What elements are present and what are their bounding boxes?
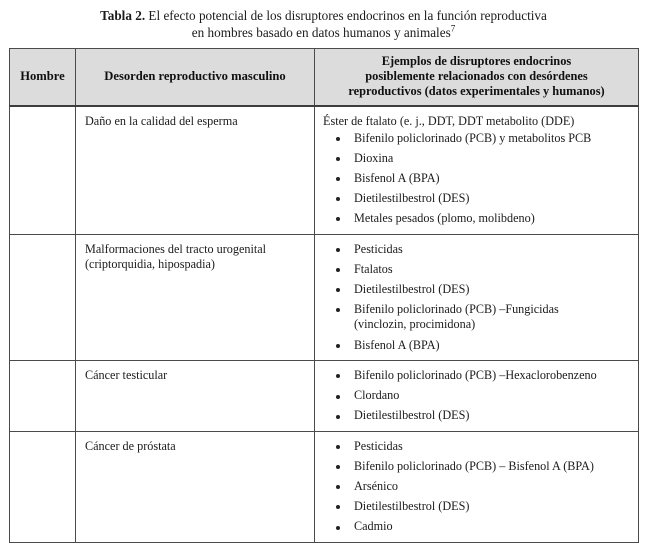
- column-header-disorder: Desorden reproductivo masculino: [76, 49, 315, 107]
- table-row: [10, 234, 639, 361]
- bullet-icon: [336, 395, 340, 399]
- list-item-text: Dioxina: [354, 150, 394, 165]
- bullet-icon: [336, 217, 340, 221]
- list-item: [323, 388, 631, 404]
- list-item-text: Arsénico: [354, 479, 398, 494]
- cell-examples: [315, 234, 639, 361]
- list-item: [323, 439, 631, 455]
- examples-lead-text: Éster de ftalato (e. j., DDT, DDT metabolito (DDE): [323, 114, 575, 128]
- list-item-text: Ftalatos: [354, 261, 393, 276]
- bullet-icon: [336, 248, 340, 252]
- list-item-text: Dietilestilbestrol (DES): [354, 190, 470, 205]
- bullet-icon: [336, 526, 340, 530]
- list-item-text: Dietilestilbestrol (DES): [354, 281, 470, 296]
- list-item: [323, 191, 631, 207]
- table-header: [10, 49, 639, 107]
- column-header-examples: [315, 49, 639, 107]
- bullet-icon: [336, 177, 340, 181]
- list-item: [323, 338, 631, 354]
- cell-disorder: [76, 234, 315, 361]
- cell-disorder: [76, 431, 315, 542]
- bullet-icon: [336, 157, 340, 161]
- list-item: [323, 459, 631, 475]
- list-item: [323, 262, 631, 278]
- examples-list: [323, 439, 631, 535]
- caption-line-2: [30, 25, 617, 42]
- cell-disorder: [76, 361, 315, 432]
- table-row: [10, 361, 639, 432]
- caption-line-1-text: El efecto potencial de los disruptores endocrinos en la función reproductiva: [145, 8, 547, 23]
- list-item: [323, 479, 631, 495]
- table-body: [10, 106, 639, 542]
- list-item-text: Bifenilo policlorinado (PCB) –Hexaclorobenzeno: [354, 368, 597, 383]
- table-caption: [0, 0, 647, 41]
- column-header-hombre: Hombre: [10, 49, 76, 107]
- list-item-text: Cadmio: [354, 519, 393, 534]
- table-number-label: Tabla 2.: [100, 8, 146, 23]
- bullet-icon: [336, 374, 340, 378]
- examples-list: [323, 131, 631, 227]
- list-item-text: Bisfenol A (BPA): [354, 170, 440, 185]
- cell-examples: [315, 361, 639, 432]
- column-header-examples-line2: posiblemente relacionados con desórdenes: [365, 69, 588, 83]
- list-item: [323, 131, 631, 147]
- list-item-text: Metales pesados (plomo, molibdeno): [354, 210, 535, 225]
- list-item: [323, 499, 631, 515]
- list-item: [323, 519, 631, 535]
- list-item: [323, 151, 631, 167]
- list-item-subtext: (vinclozin, procimidona): [354, 317, 476, 332]
- disorder-line-1: Malformaciones del tracto urogenital: [85, 241, 267, 256]
- list-item-text: Bifenilo policlorinado (PCB) – Bisfenol A (BPA): [354, 459, 594, 473]
- cell-hombre: [10, 361, 76, 432]
- reference-marker: 7: [450, 23, 456, 34]
- cell-examples: [315, 431, 639, 542]
- list-item-text: Clordano: [354, 388, 400, 403]
- bullet-icon: [336, 268, 340, 272]
- cell-hombre: [10, 431, 76, 542]
- list-item-text: Pesticidas: [354, 241, 403, 256]
- bullet-icon: [336, 415, 340, 419]
- disorder-line-1: Daño en la calidad del esperma: [85, 114, 238, 128]
- list-item: [323, 408, 631, 424]
- disorder-line-2: (criptorquidia, hipospadia): [85, 257, 215, 272]
- disorder-text: [85, 114, 307, 130]
- cell-hombre: [10, 106, 76, 234]
- list-item: [323, 242, 631, 258]
- table-row: [10, 431, 639, 542]
- bullet-icon: [336, 445, 340, 449]
- column-header-examples-line3: reproductivos (datos experimentales y humanos): [348, 84, 605, 98]
- cell-examples: [315, 106, 639, 234]
- endocrine-disruptors-table: [9, 48, 639, 543]
- table-header-row: [10, 49, 639, 107]
- list-item-text: Pesticidas: [354, 438, 403, 453]
- list-item-text: Bisfenol A (BPA): [354, 337, 440, 352]
- examples-list: [323, 242, 631, 354]
- disorder-text: [85, 439, 307, 455]
- disorder-line-1: Cáncer de próstata: [85, 438, 176, 453]
- examples-list: [323, 368, 631, 424]
- table-container: [9, 48, 638, 543]
- list-item: [323, 282, 631, 298]
- list-item: [323, 211, 631, 227]
- bullet-icon: [336, 344, 340, 348]
- bullet-icon: [336, 137, 340, 141]
- list-item: [323, 368, 631, 384]
- bullet-icon: [336, 197, 340, 201]
- list-item-text: Dietilestilbestrol (DES): [354, 499, 470, 514]
- caption-line-1: [30, 8, 617, 25]
- list-item: [323, 302, 631, 333]
- disorder-text: [85, 368, 307, 384]
- cell-disorder: [76, 106, 315, 234]
- column-header-examples-line1: Ejemplos de disruptores endocrinos: [381, 54, 572, 68]
- cell-hombre: [10, 234, 76, 361]
- bullet-icon: [336, 288, 340, 292]
- disorder-text: [85, 242, 307, 273]
- bullet-icon: [336, 505, 340, 509]
- list-item-text: Bifenilo policlorinado (PCB) y metabolitos PCB: [354, 130, 592, 145]
- bullet-icon: [336, 465, 340, 469]
- list-item: [323, 171, 631, 187]
- disorder-line-1: Cáncer testicular: [85, 368, 168, 383]
- table-row: [10, 106, 639, 234]
- list-item-text: Dietilestilbestrol (DES): [354, 408, 470, 423]
- caption-line-2-text: en hombres basado en datos humanos y animales: [191, 24, 451, 40]
- list-item-text: Bifenilo policlorinado (PCB) –Fungicidas: [354, 301, 559, 316]
- bullet-icon: [336, 308, 340, 312]
- bullet-icon: [336, 485, 340, 489]
